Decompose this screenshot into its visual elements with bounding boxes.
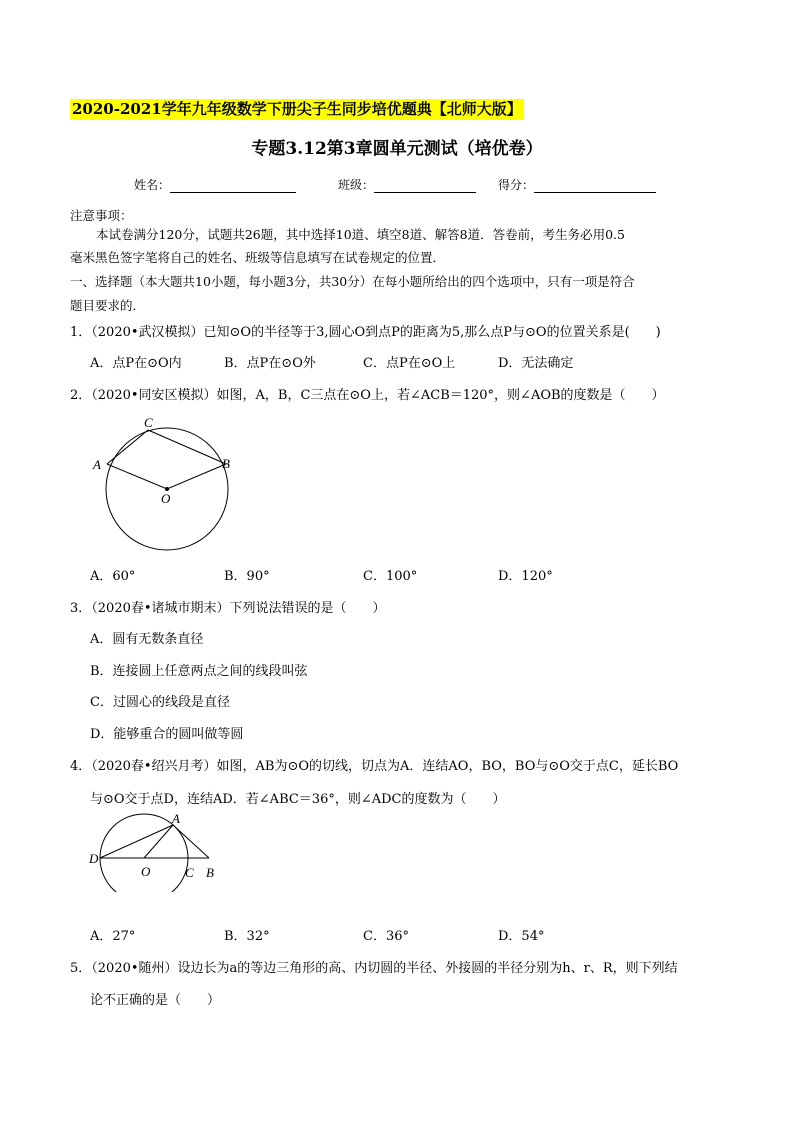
label-o: O <box>161 491 171 506</box>
question-5-stem: 5．（2020•随州）设边长为a的等边三角形的高、内切圆的半径、外接圆的半径分别为h、r、R，则下列结 <box>70 961 678 976</box>
q2-option-a[interactable]: A．60° <box>90 569 136 584</box>
page-title: 专题3.12第3章圆单元测试（培优卷） <box>251 139 543 159</box>
series-banner: 2020-2021学年九年级数学下册尖子生同步培优题典【北师大版】 <box>72 100 522 118</box>
chords-ac-cb <box>107 430 226 464</box>
segment-ao <box>144 825 173 858</box>
class-field[interactable] <box>338 176 476 193</box>
q4-option-b[interactable]: B．32° <box>224 929 270 944</box>
tangent-ab <box>173 825 209 858</box>
question-5-stem: 论不正确的是（ ） <box>90 993 221 1008</box>
q4-option-a[interactable]: A．27° <box>90 929 136 944</box>
q1-option-d[interactable]: D．无法确定 <box>498 356 574 371</box>
q3-option-c[interactable]: C．过圆心的线段是直径 <box>90 695 230 710</box>
label-c: C <box>185 865 194 880</box>
q3-option-d[interactable]: D．能够重合的圆叫做等圆 <box>90 727 244 742</box>
question-2-stem: 2．（2020•同安区模拟）如图，A，B，C三点在⊙O上，若∠ACB＝120°，则∠AOB的度数是（ ） <box>70 388 665 403</box>
segment-ad <box>100 825 173 858</box>
notice-line: 本试卷满分120分，试题共26题，其中选择10道、填空8道、解答8道．答卷前，考生务必用0.5 <box>96 227 625 242</box>
section-heading: 一、选择题（本大题共10小题，每小题3分，共30分）在每小题所给出的四个选项中，只有一项是符合 <box>70 274 635 289</box>
label-a: A <box>172 812 180 826</box>
label-d: D <box>89 851 99 866</box>
q2-option-c[interactable]: C．100° <box>363 569 418 584</box>
name-label: 姓名： <box>134 178 171 192</box>
q1-option-c[interactable]: C．点P在⊙O上 <box>363 356 456 371</box>
radii-oa-ob <box>107 464 226 489</box>
q3-option-b[interactable]: B．连接圆上任意两点之间的线段叫弦 <box>90 664 308 679</box>
name-blank[interactable] <box>170 179 296 193</box>
label-o: O <box>141 864 151 879</box>
notice-heading: 注意事项： <box>70 208 133 223</box>
name-field[interactable] <box>134 176 296 193</box>
notice-line: 毫米黑色签字笔将自己的姓名、班级等信息填写在试卷规定的位置． <box>70 250 446 265</box>
q1-option-a[interactable]: A．点P在⊙O内 <box>90 356 182 371</box>
q3-option-a[interactable]: A．圆有无数条直径 <box>90 632 204 647</box>
question-4-stem: 与⊙O交于点D，连结AD．若∠ABC＝36°，则∠ADC的度数为（ ） <box>90 792 506 807</box>
section-heading: 题目要求的． <box>70 298 146 313</box>
score-field[interactable] <box>498 176 656 193</box>
score-label: 得分： <box>498 178 535 192</box>
question-4-stem: 4．（2020春•绍兴月考）如图，AB为⊙O的切线，切点为A．连结AO，BO，BO与⊙O交于点C，延长BO <box>70 759 679 774</box>
q1-option-b[interactable]: B．点P在⊙O外 <box>224 356 316 371</box>
q2-option-b[interactable]: B．90° <box>224 569 270 584</box>
q4-option-c[interactable]: C．36° <box>363 929 409 944</box>
question-1-stem: 1．（2020•武汉模拟）已知⊙O的半径等于3,圆心O到点P的距离为5,那么点P与⊙O的位置关系是( ) <box>70 325 661 340</box>
label-c: C <box>144 415 153 430</box>
label-b: B <box>222 456 230 471</box>
q2-option-d[interactable]: D．120° <box>498 569 553 584</box>
label-b: B <box>206 865 214 880</box>
label-a: A <box>93 457 101 472</box>
class-blank[interactable] <box>374 179 476 193</box>
score-blank[interactable] <box>534 179 656 193</box>
question-4-figure <box>86 812 226 892</box>
class-label: 班级： <box>338 178 375 192</box>
question-2-figure <box>85 410 255 570</box>
question-3-stem: 3．（2020春•诸城市期末）下列说法错误的是（ ） <box>70 601 386 616</box>
q4-option-d[interactable]: D．54° <box>498 929 545 944</box>
